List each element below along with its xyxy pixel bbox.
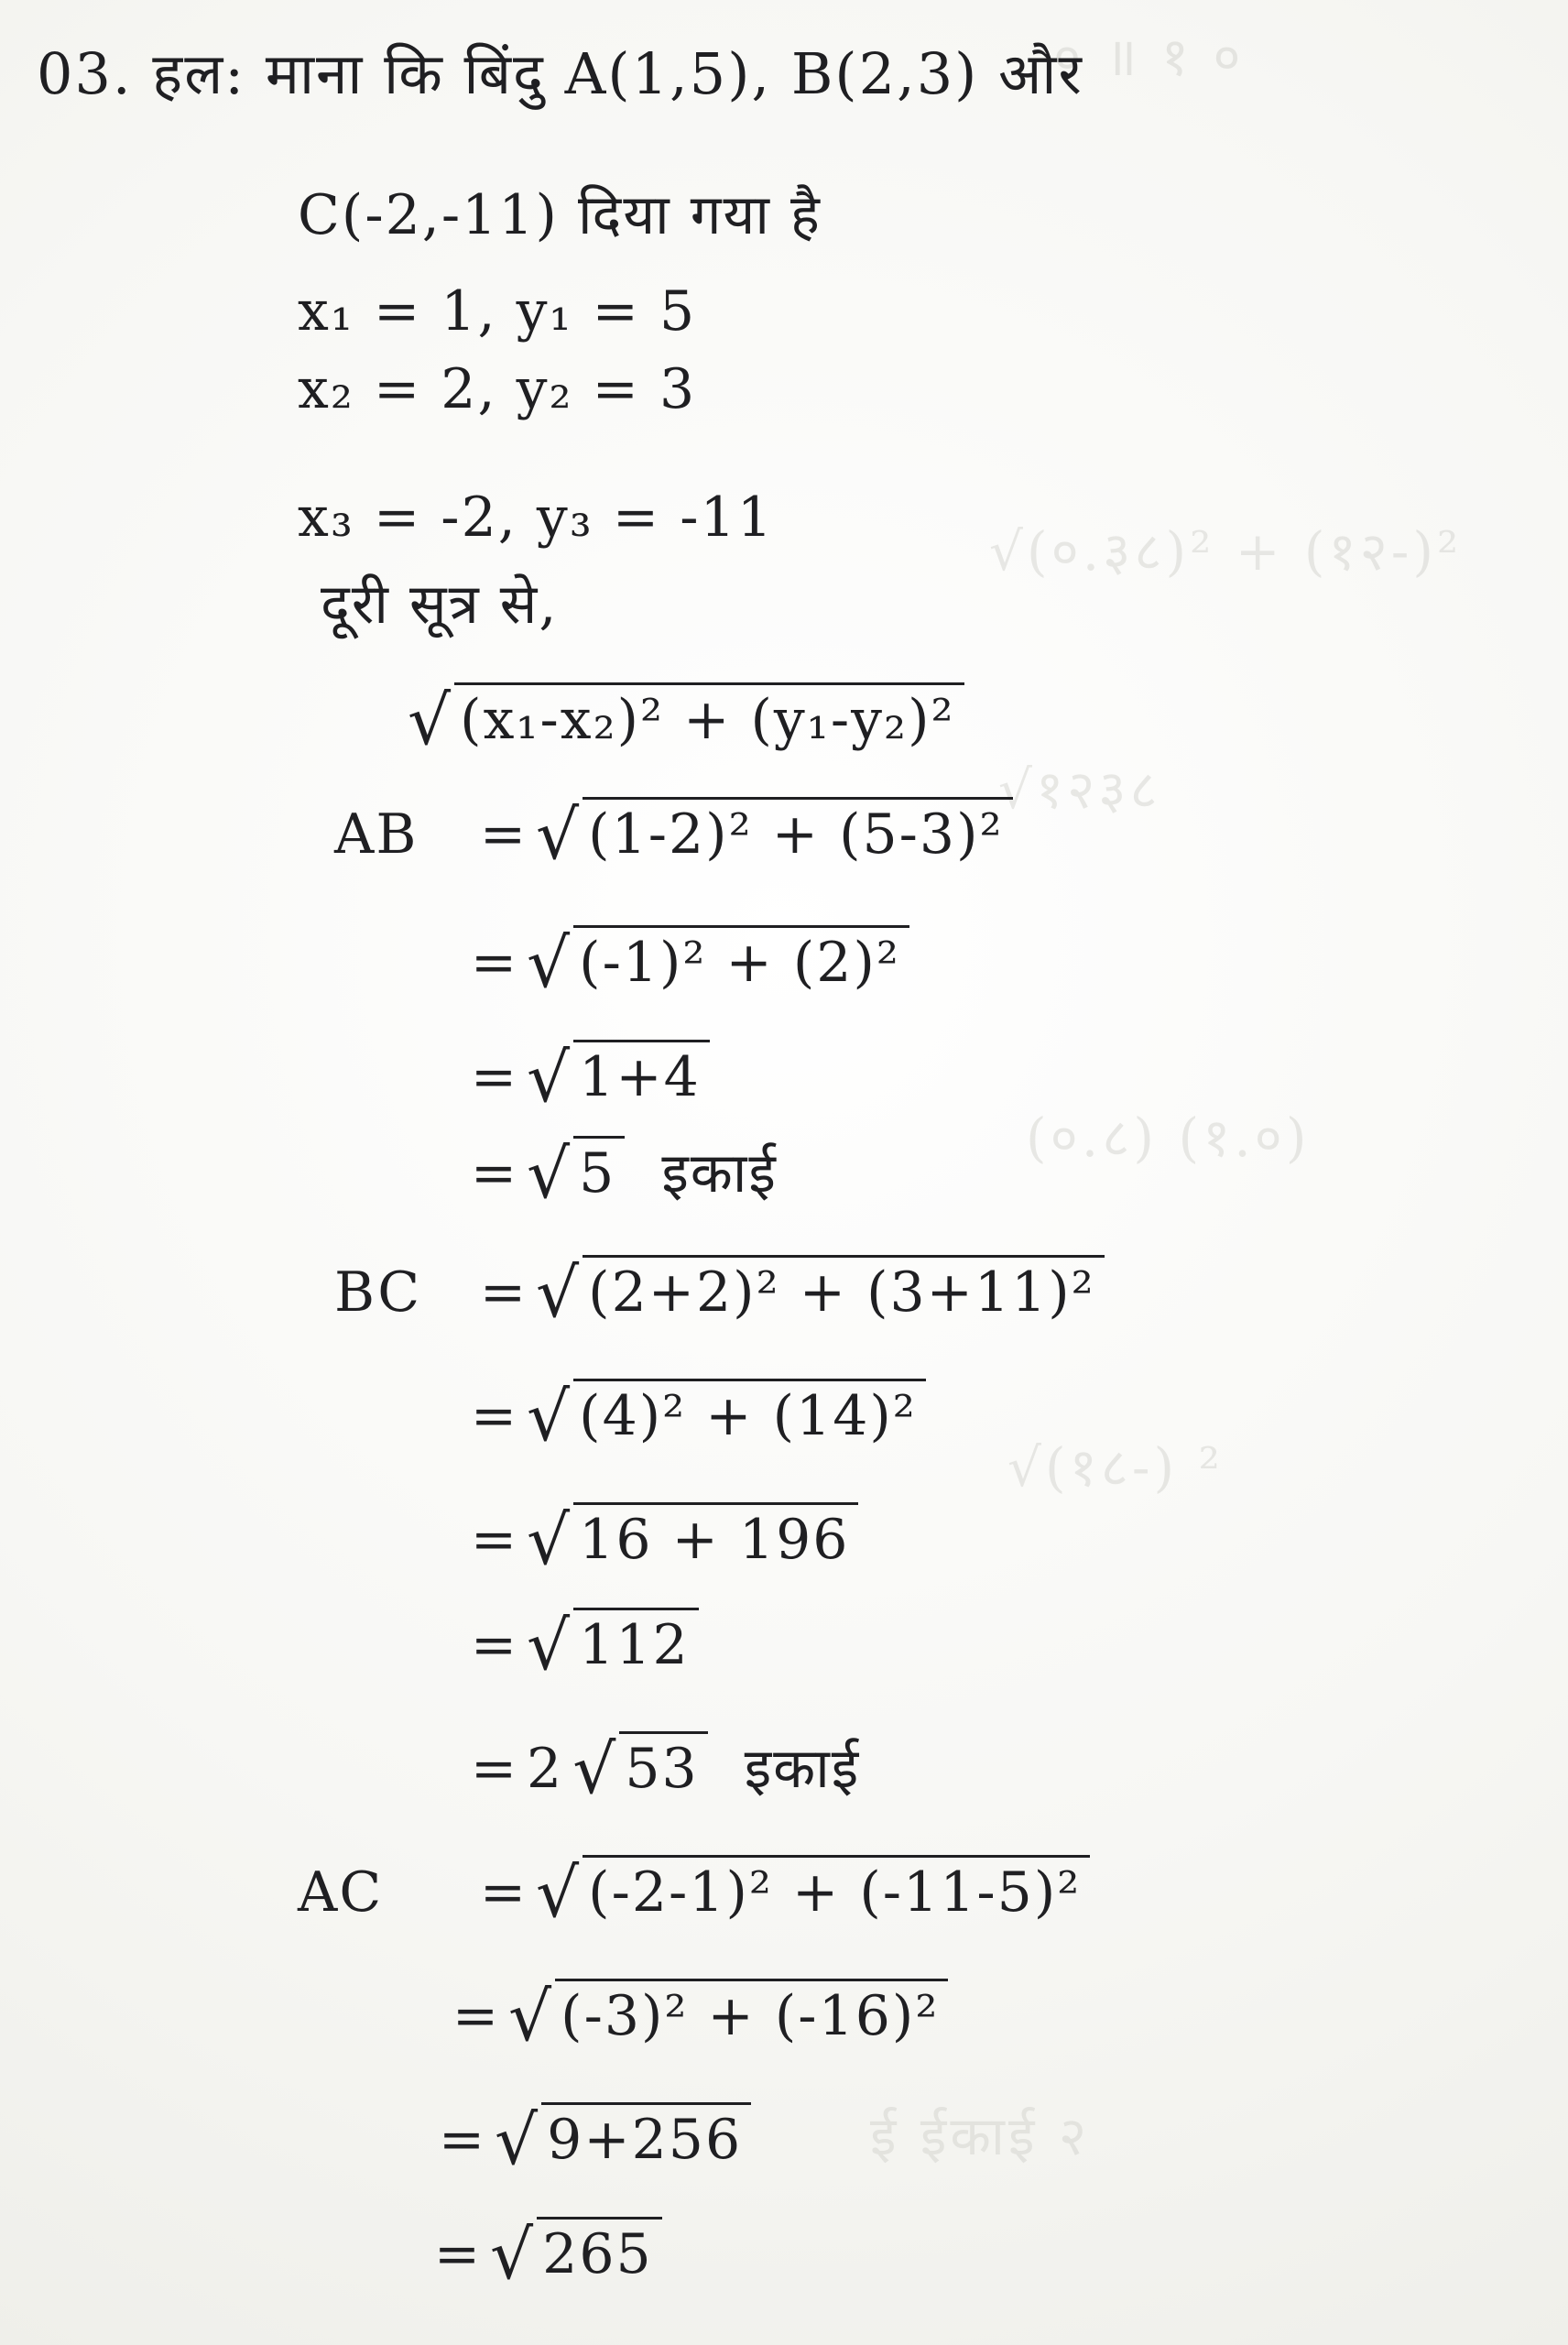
formula-radicand: (x₁-x₂)² + (y₁-y₂)²	[454, 682, 964, 747]
coord-line-1	[298, 279, 697, 344]
ac-radicand: 9+256	[541, 2102, 751, 2167]
radical-sign: √	[408, 682, 453, 760]
bleed-through-marks: √(१८-) ²	[1007, 1436, 1224, 1499]
radical-sign: √	[536, 1254, 582, 1333]
ac-step-3	[430, 2101, 751, 2180]
coord-line-2	[298, 357, 697, 421]
bc-step-2	[463, 1378, 926, 1456]
equals-sign: =	[470, 931, 519, 995]
equals-sign: =	[479, 1860, 528, 1925]
ac-step-1	[298, 1854, 1090, 1933]
equals-sign: =	[438, 2108, 487, 2172]
ab-step-2	[463, 924, 909, 1003]
radical-sign: √	[527, 924, 572, 1003]
bc-step-4	[463, 1607, 699, 1685]
radical-sign: √	[536, 1854, 582, 1933]
formula-intro-text: दूरी सूत्र से,	[321, 573, 559, 637]
coord-text: x₃ = -2, y₃ = -11	[298, 485, 774, 550]
equals-sign: =	[452, 1984, 501, 2048]
radical-sign: √	[536, 796, 582, 875]
ab-step-1	[334, 796, 1013, 875]
radical-sign: √	[527, 1501, 572, 1580]
bleed-through-marks: √(०.३८)² + (१२-)²	[989, 520, 1463, 583]
ab-radicand: (-1)² + (2)²	[573, 925, 909, 990]
bleed-through-marks: ० ॥ १ ०	[1053, 26, 1245, 88]
radical-sign: √	[495, 2101, 540, 2180]
radical-sign: √	[572, 1730, 618, 1809]
ab-result	[463, 1135, 778, 1214]
ab-radicand: 1+4	[573, 1040, 710, 1105]
bc-unit: इकाई	[744, 1737, 861, 1801]
equals-sign: =	[470, 1141, 519, 1205]
equals-sign: =	[479, 1260, 528, 1325]
given-points-line	[298, 183, 822, 247]
ab-step-3	[463, 1039, 710, 1118]
ab-label: AB	[334, 802, 419, 867]
bc-label: BC	[334, 1260, 422, 1325]
bc-step-1	[334, 1254, 1105, 1333]
radical-sign: √	[508, 1978, 554, 2056]
ab-unit: इकाई	[661, 1141, 778, 1205]
ac-radicand: (-3)² + (-16)²	[555, 1979, 948, 2044]
equals-sign: =	[479, 802, 528, 867]
bc-radicand: (2+2)² + (3+11)²	[583, 1255, 1105, 1320]
coord-text: x₂ = 2, y₂ = 3	[298, 357, 697, 421]
given-text: C(-2,-11) दिया गया है	[298, 183, 822, 247]
ac-label: AC	[298, 1860, 384, 1925]
bc-result	[463, 1730, 861, 1809]
bleed-through-marks: ई ईकाई २	[870, 2105, 1091, 2167]
bc-final-radicand: 53	[619, 1731, 707, 1796]
radical-sign: √	[527, 1039, 572, 1118]
bc-radicand: 112	[573, 1608, 699, 1673]
equals-sign: =	[433, 2222, 483, 2286]
bleed-through-marks: √१२३८	[998, 758, 1161, 821]
heading-text: 03. हल: माना कि बिंदु A(1,5), B(2,3) और	[37, 40, 1083, 107]
equals-sign: =	[470, 1613, 519, 1677]
bc-step-3	[463, 1501, 858, 1580]
radical-sign: √	[527, 1378, 572, 1456]
formula-intro	[321, 573, 559, 637]
equals-sign: =	[470, 1508, 519, 1572]
coord-line-3	[298, 485, 774, 550]
radical-sign: √	[527, 1135, 572, 1214]
bc-coefficient: 2	[527, 1737, 564, 1801]
ac-radicand: (-2-1)² + (-11-5)²	[583, 1855, 1090, 1920]
ab-radicand: (1-2)² + (5-3)²	[583, 797, 1012, 862]
ac-step-2	[444, 1978, 948, 2056]
bc-radicand: (4)² + (14)²	[573, 1379, 926, 1444]
bleed-through-marks: (०.८) (१.०)	[1026, 1107, 1311, 1169]
equals-sign: =	[470, 1045, 519, 1109]
radical-sign: √	[527, 1607, 572, 1685]
coord-text: x₁ = 1, y₁ = 5	[298, 279, 697, 344]
solution-heading	[37, 40, 1083, 107]
bc-radicand: 16 + 196	[573, 1502, 858, 1567]
ab-radicand: 5	[573, 1136, 625, 1201]
equals-sign: =	[470, 1384, 519, 1448]
distance-formula	[408, 682, 964, 760]
radical-sign: √	[490, 2216, 536, 2295]
ac-radicand: 265	[537, 2217, 662, 2282]
equals-sign: =	[470, 1737, 519, 1801]
ac-step-4	[426, 2216, 662, 2295]
